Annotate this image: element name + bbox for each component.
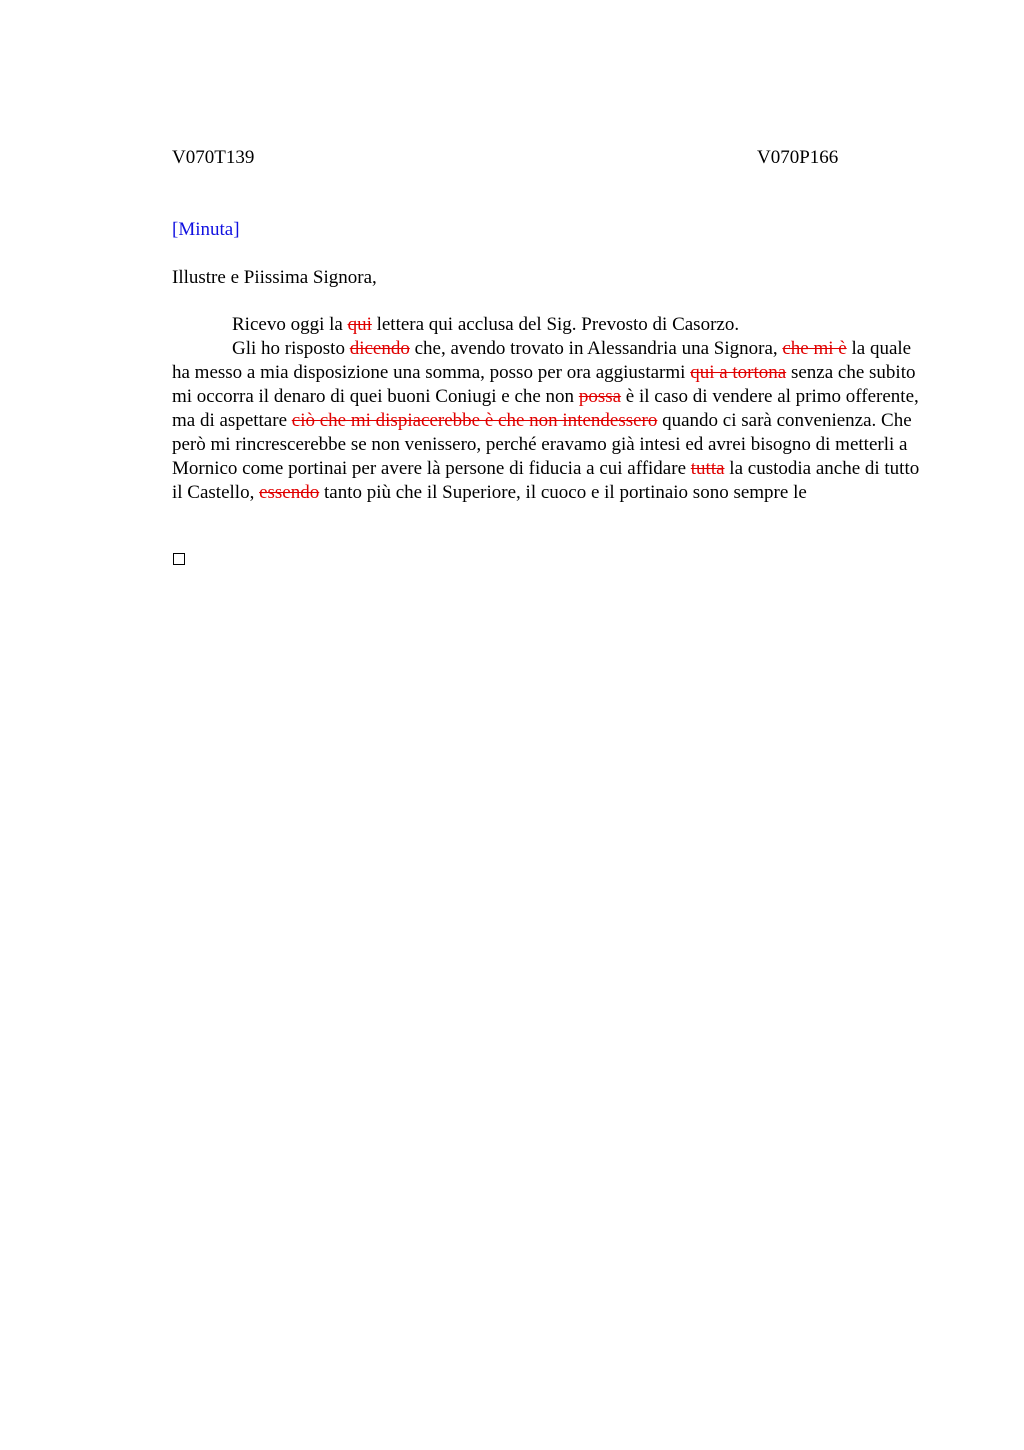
deleted-text: qui a tortona xyxy=(690,362,787,383)
text-segment: senza che subito mi occorra il denaro di quei buoni Coniugi e che non xyxy=(172,362,916,407)
text-segment: che, avendo trovato in Alessandria una Signora, xyxy=(409,338,783,359)
text-segment: tanto più che il Superiore, il cuoco e il portinaio sono sempre le xyxy=(319,482,807,503)
text-segment: è il caso di vendere al primo offerente, ma di aspettare xyxy=(172,386,919,431)
draft-label: [Minuta] xyxy=(172,219,240,240)
paragraph-2 xyxy=(172,337,932,505)
deleted-text: possa xyxy=(578,386,622,407)
deleted-text: ciò che mi dispiacerebbe è che non intendessero xyxy=(291,410,658,431)
deleted-text: dicendo xyxy=(349,338,410,359)
text-segment: quando ci sarà convenienza. Che però mi rincrescerebbe se non venissero, perché eravamo già intesi ed avrei bisogno di metterli a Mornico come portinai per avere là persone di fiducia a cui affidare xyxy=(172,410,912,479)
text-segment: la custodia anche di tutto il Castello, xyxy=(172,458,920,503)
deleted-text: tutta xyxy=(690,458,725,479)
deleted-text: che mi è xyxy=(782,338,847,359)
document-code-right: V070P166 xyxy=(757,147,839,168)
text-segment: lettera qui acclusa del Sig. Prevosto di Casorzo. xyxy=(371,314,740,335)
document-code-left: V070T139 xyxy=(172,147,255,168)
deleted-text: essendo xyxy=(259,482,320,503)
letter-body xyxy=(172,313,932,505)
text-segment: la quale ha messo a mia disposizione una somma, posso per ora aggiustarmi xyxy=(172,338,912,383)
text-segment: Ricevo oggi la xyxy=(232,314,348,335)
deleted-text: qui xyxy=(347,314,372,335)
paragraph-1 xyxy=(172,313,932,337)
text-segment: Gli ho risposto xyxy=(232,338,350,359)
placeholder-box-icon xyxy=(173,553,185,565)
salutation: Illustre e Piissima Signora, xyxy=(172,267,377,288)
